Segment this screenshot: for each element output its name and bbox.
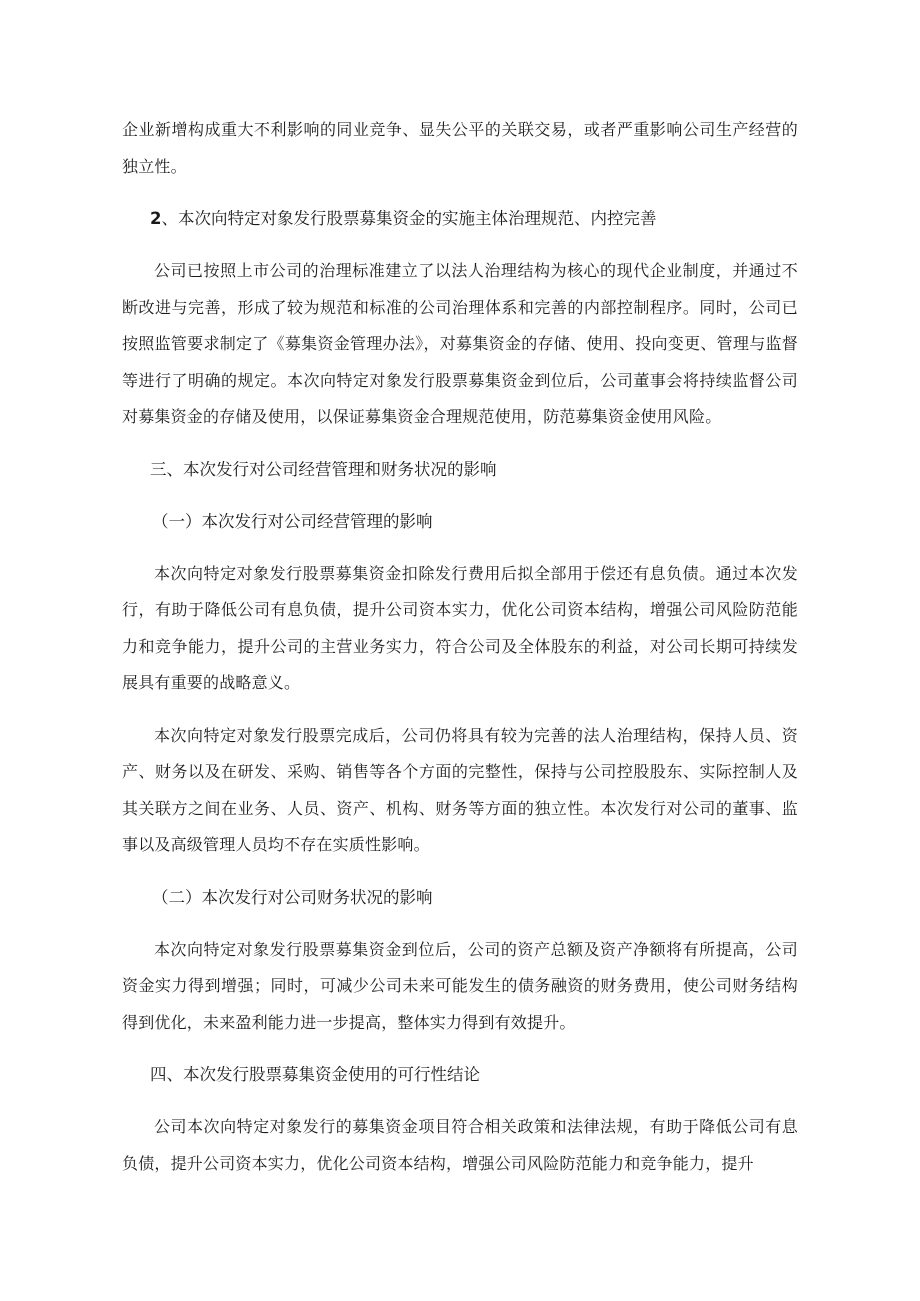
document-page [122, 112, 798, 1198]
heading-2-text: 、本次向特定对象发行股票募集资金的实施主体治理规范、内控完善 [161, 209, 657, 228]
subsection-heading-3-2: （二）本次发行对公司财务状况的影响 [152, 887, 433, 907]
heading-2-number: 2 [150, 209, 162, 228]
section-heading-3: 三、本次发行对公司经营管理和财务状况的影响 [150, 459, 497, 479]
paragraph-financial: 本次向特定对象发行股票募集资金到位后，公司的资产总额及资产净额将有所提高，公司资金实力得到增强；同时，可减少公司未来可能发生的债务融资的财务费用，使公司财务结构得到优化，未来盈利能力进一步提高，整体实力得到有效提升。 [122, 939, 798, 1032]
paragraph-management-2: 本次向特定对象发行股票完成后，公司仍将具有较为完善的法人治理结构，保持人员、资产、财务以及在研发、采购、销售等各个方面的完整性，保持与公司控股股东、实际控制人及其关联方之间在业务、人员、资产、机构、财务等方面的独立性。本次发行对公司的董事、监事以及高级管理人员均不存在实质性影响。 [122, 725, 798, 854]
section-heading-4: 四、本次发行股票募集资金使用的可行性结论 [150, 1065, 480, 1084]
paragraph-management-1: 本次向特定对象发行股票募集资金扣除发行费用后拟全部用于偿还有息负债。通过本次发行，有助于降低公司有息负债，提升公司资本实力，优化公司资本结构，增强公司风险防范能力和竞争能力，提升公司的主营业务实力，符合公司及全体股东的利益，对公司长期可持续发展具有重要的战略意义。 [122, 563, 798, 692]
heading-2 [122, 201, 798, 237]
subsection-heading-3-1: （一）本次发行对公司经营管理的影响 [152, 511, 433, 531]
paragraph-conclusion: 公司本次向特定对象发行的募集资金项目符合相关政策和法律法规，有助于降低公司有息负债，提升公司资本实力，优化公司资本结构，增强公司风险防范能力和竞争能力，提升 [122, 1117, 798, 1173]
paragraph-top: 企业新增构成重大不利影响的同业竞争、显失公平的关联交易，或者严重影响公司生产经营的独立性。 [122, 120, 798, 176]
paragraph-governance: 公司已按照上市公司的治理标准建立了以法人治理结构为核心的现代企业制度，并通过不断改进与完善，形成了较为规范和标准的公司治理体系和完善的内部控制程序。同时，公司已按照监管要求制定了《募集资金管理办法》，对募集资金的存储、使用、投向变更、管理与监督等进行了明确的规定。本次向特定对象发行股票募集资金到位后，公司董事会将持续监督公司对募集资金的存储及使用，以保证募集资金合理规范使用，防范募集资金使用风险。 [122, 261, 798, 426]
